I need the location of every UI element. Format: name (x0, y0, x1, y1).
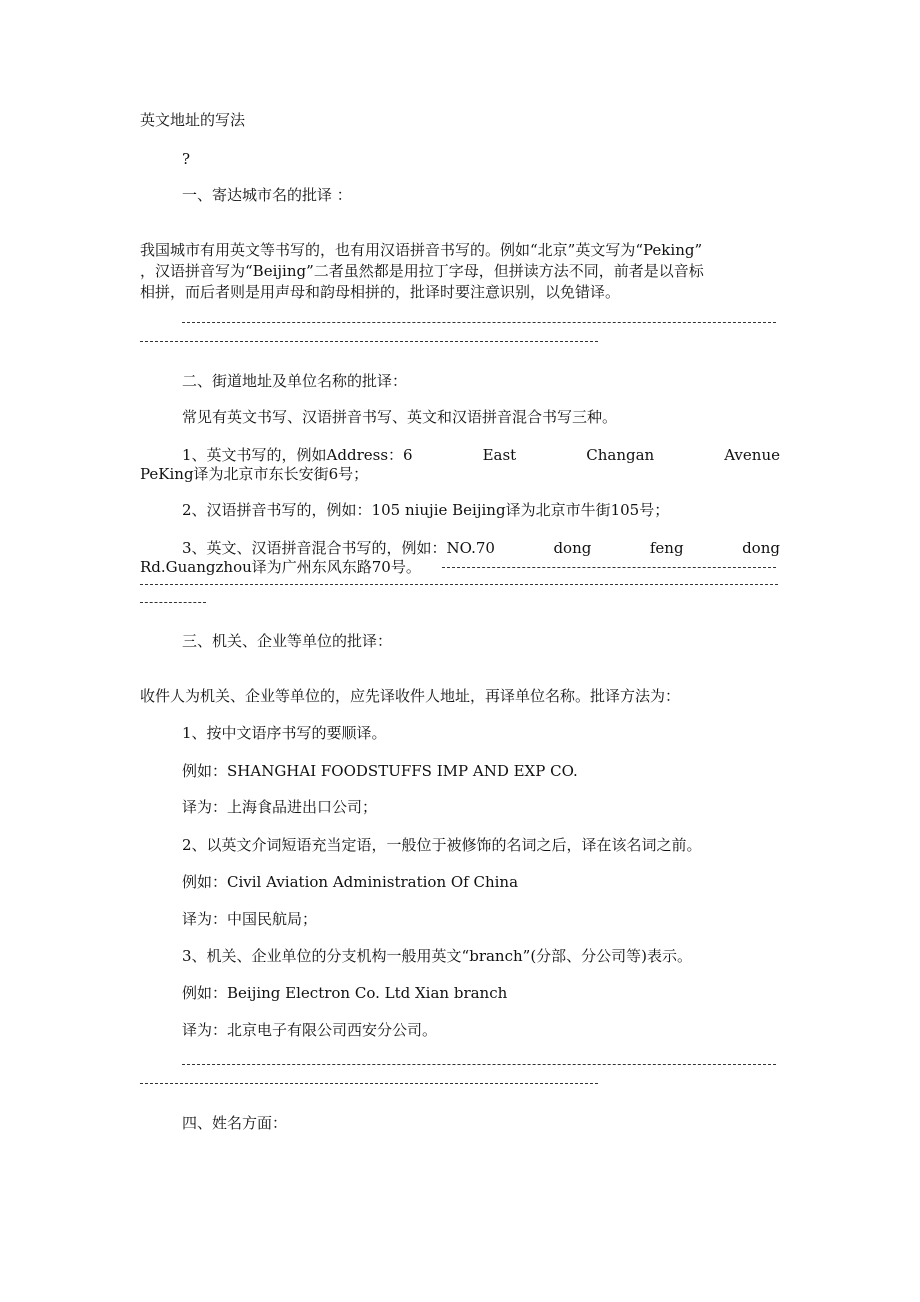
section-3-point-3-translation: 译为：北京电子有限公司西安分公司。 (182, 1021, 438, 1039)
section-2-item-3-line-1 (182, 539, 780, 557)
text-segment: dong (553, 539, 592, 557)
section-1-para-line-3: 相拼，而后者则是用声母和韵母相拼的，批译时要注意识别，以免错译。 (140, 283, 621, 301)
section-3-point-3-example: 例如：Beijing Electron Co. Ltd Xian branch (182, 984, 508, 1002)
section-3-point-1-example: 例如：SHANGHAI FOODSTUFFS IMP AND EXP CO. (182, 762, 578, 780)
section-3-point-3: 3、机关、企业单位的分支机构一般用英文“branch”(分部、分公司等)表示。 (182, 947, 693, 965)
section-4-heading: 四、姓名方面： (182, 1114, 288, 1132)
dashed-separator (182, 1064, 776, 1065)
dashed-separator (140, 1083, 598, 1084)
section-3-point-1: 1、按中文语序书写的要顺译。 (182, 724, 387, 742)
section-3-point-1-translation: 译为：上海食品进出口公司； (182, 798, 378, 816)
section-3-intro: 收件人为机关、企业等单位的，应先译收件人地址，再译单位名称。批译方法为： (140, 687, 681, 705)
section-3-point-2: 2、以英文介词短语充当定语，一般位于被修饰的名词之后，译在该名词之前。 (182, 836, 702, 854)
dashed-separator (182, 322, 776, 323)
section-3-heading: 三、机关、企业等单位的批译： (182, 632, 393, 650)
text-segment: 1、英文书写的，例如Address：6 (182, 446, 413, 464)
question-mark: ? (182, 150, 191, 168)
document-title: 英文地址的写法 (140, 111, 246, 129)
section-2-heading: 二、街道地址及单位名称的批译： (182, 372, 408, 390)
section-2-item-1-line-1 (182, 446, 780, 464)
dashed-separator (140, 584, 778, 585)
text-segment: Changan (586, 446, 655, 464)
section-2-item-2: 2、汉语拼音书写的，例如：105 niujie Beijing译为北京市牛街105号； (182, 501, 670, 519)
section-2-intro: 常见有英文书写、汉语拼音书写、英文和汉语拼音混合书写三种。 (182, 408, 618, 426)
dashed-separator (442, 567, 776, 568)
section-2-item-1-line-2: PeKing译为北京市东长安街6号； (140, 465, 369, 483)
text-segment: feng (649, 539, 684, 557)
section-1-heading: 一、寄达城市名的批译 ： (182, 186, 352, 204)
dashed-separator (140, 602, 206, 603)
section-1-para-line-2: ，汉语拼音写为“Beijing”二者虽然都是用拉丁字母，但拼读方法不同，前者是以音标 (140, 262, 704, 280)
section-3-point-2-example: 例如：Civil Aviation Administration Of China (182, 873, 519, 891)
text-segment: Avenue (724, 446, 780, 464)
section-3-point-2-translation: 译为：中国民航局； (182, 910, 318, 928)
dashed-separator (140, 341, 598, 342)
section-1-para-line-1: 我国城市有用英文等书写的，也有用汉语拼音书写的。例如“北京”英文写为“Peking” (140, 241, 703, 259)
text-segment: dong (742, 539, 780, 557)
text-segment: East (482, 446, 517, 464)
text-segment: 3、英文、汉语拼音混合书写的，例如：NO.70 (182, 539, 495, 557)
section-2-item-3-line-2: Rd.Guangzhou译为广州东风东路70号。 (140, 558, 421, 576)
